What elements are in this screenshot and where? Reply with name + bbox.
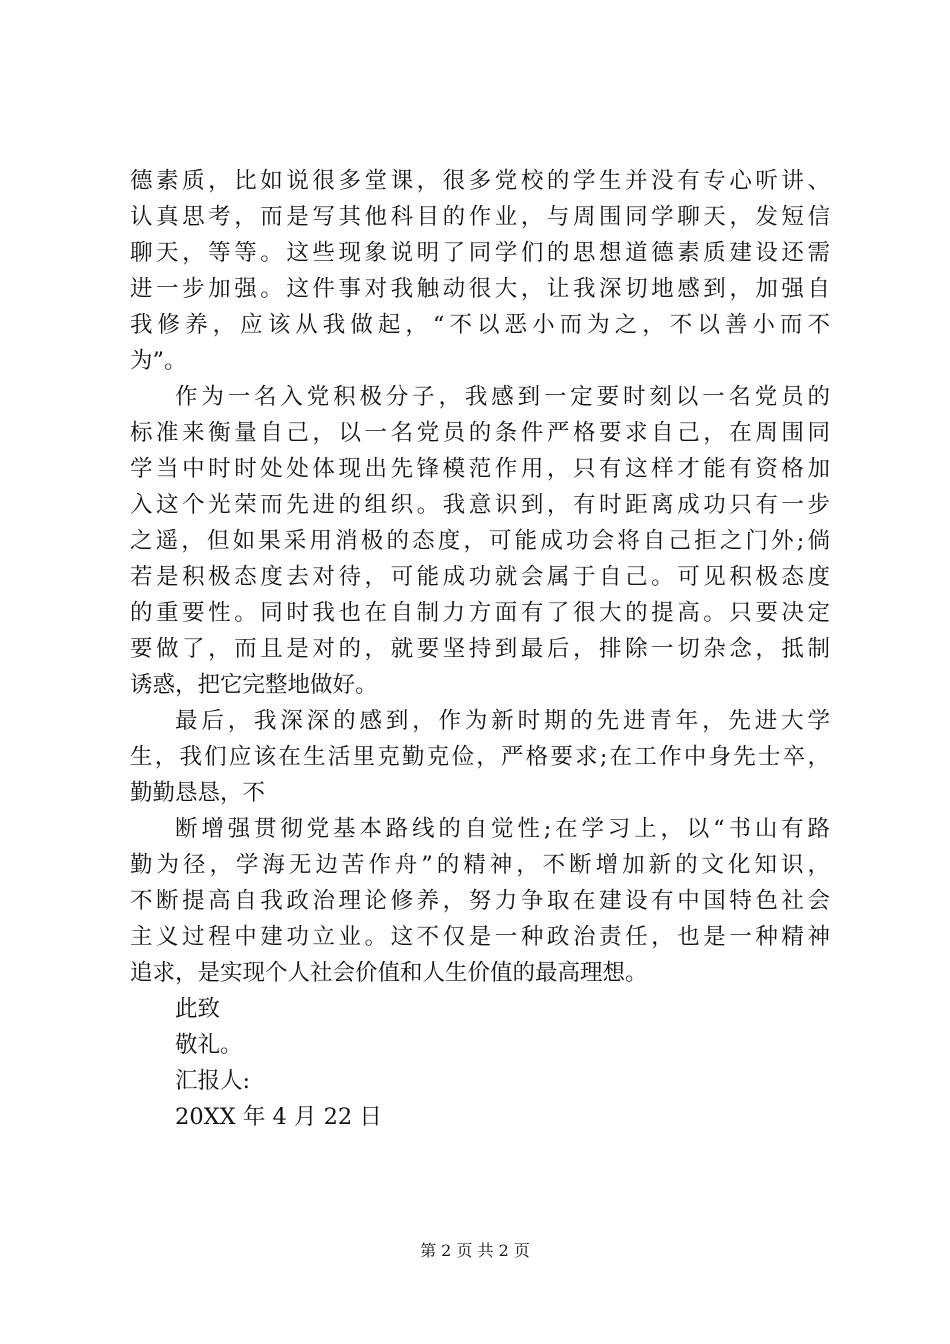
text-line: 不断提高自我政治理论修养，努力争取在建设有中国特色社会 [130,888,830,914]
text-line: 勤勤恳恳，不 [130,780,266,806]
document-body [130,163,830,1135]
text-line: 生，我们应该在生活里克勤克俭，严格要求;在工作中身先士卒， [130,744,830,770]
text-line: 我修养，应该从我做起，“不以恶小而为之，不以善小而不 [130,312,830,338]
text-line: 入这个光荣而先进的组织。我意识到，有时距离成功只有一步 [130,492,830,518]
text-line: 20XX 年 4 月 22 日 [175,1104,382,1130]
text-line: 进一步加强。这件事对我触动很大，让我深切地感到，加强自 [130,276,830,302]
text-line: 追求，是实现个人社会价值和人生价值的最高理想。 [130,960,648,986]
text-line: 认真思考，而是写其他科目的作业，与周围同学聊天，发短信 [130,204,830,230]
text-line: 勤为径，学海无边苦作舟”的精神，不断增加新的文化知识， [130,852,830,878]
page-footer: 第 2 页 共 2 页 [420,1241,530,1260]
text-line: 汇报人: [175,1068,251,1094]
text-line: 要做了，而且是对的，就要坚持到最后，排除一切杂念，抵制 [130,636,830,662]
text-line: 之遥，但如果采用消极的态度，可能成功会将自己拒之门外;倘 [130,528,830,554]
text-line: 最后，我深深的感到，作为新时期的先进青年，先进大学 [175,708,830,734]
text-line: 断增强贯彻党基本路线的自觉性;在学习上，以“书山有路 [175,816,830,842]
text-line: 主义过程中建功立业。这不仅是一种政治责任，也是一种精神 [130,924,830,950]
text-line: 敬礼。 [175,1032,243,1058]
text-line: 此致 [175,996,221,1022]
text-line: 为”。 [130,348,187,374]
text-line: 作为一名入党积极分子，我感到一定要时刻以一名党员的 [175,384,830,410]
text-line: 的重要性。同时我也在自制力方面有了很大的提高。只要决定 [130,600,830,626]
text-line: 标准来衡量自己，以一名党员的条件严格要求自己，在周围同 [130,420,830,446]
text-line: 德素质，比如说很多堂课，很多党校的学生并没有专心听讲、 [130,168,830,194]
text-line: 聊天，等等。这些现象说明了同学们的思想道德素质建设还需 [130,240,830,266]
text-line: 诱惑，把它完整地做好。 [130,672,378,698]
text-line: 学当中时时处处体现出先锋模范作用，只有这样才能有资格加 [130,456,830,482]
text-line: 若是积极态度去对待，可能成功就会属于自己。可见积极态度 [130,564,830,590]
